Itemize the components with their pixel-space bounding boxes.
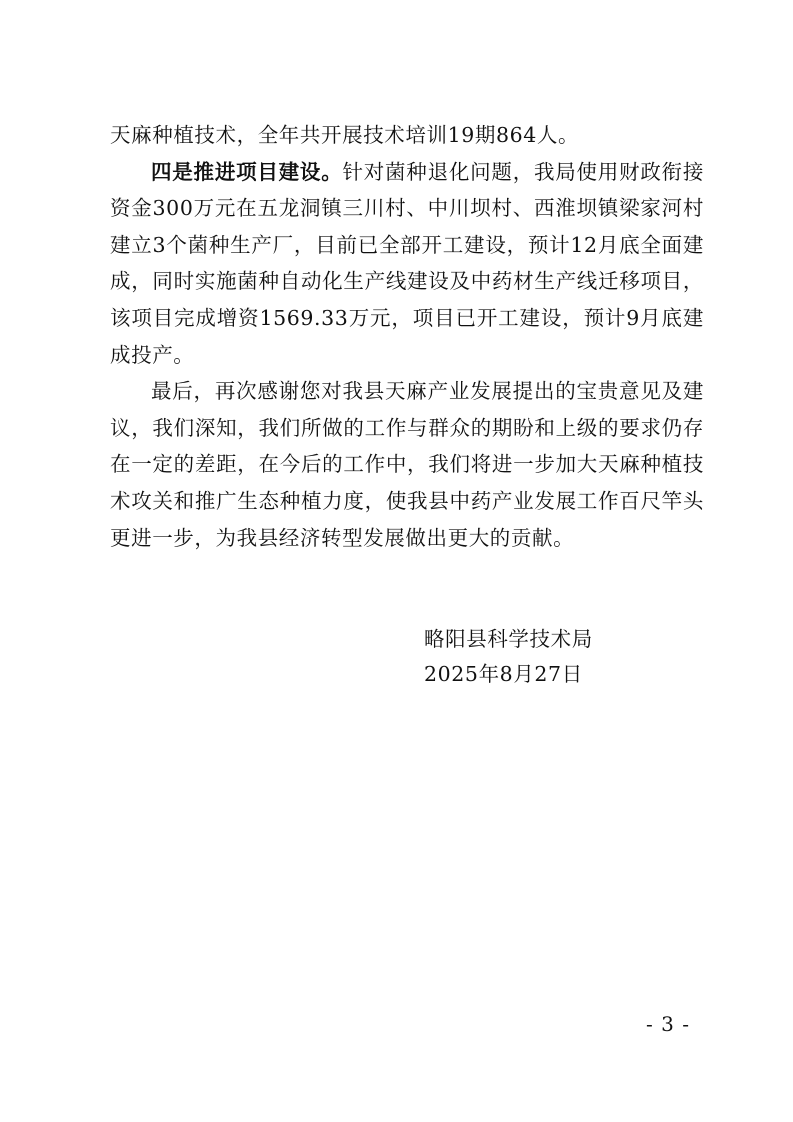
paragraph-closing-thanks [110, 373, 704, 556]
letter-body [110, 117, 704, 556]
paragraph-training-summary [110, 117, 704, 154]
paragraph-text: 天麻种植技术，全年共开展技术培训19期864人。 [110, 123, 580, 147]
paragraph-lead-heading: 四是推进项目建设。 [151, 159, 343, 184]
paragraph-project-construction [110, 154, 704, 374]
signature-date: 2025年8月27日 [424, 662, 583, 686]
signature-block [424, 622, 593, 692]
page-number: - 3 - [646, 1012, 690, 1036]
paragraph-text: 最后，再次感谢您对我县天麻产业发展提出的宝贵意见及建议，我们深知，我们所做的工作与群众的期盼和上级的要求仍存在一定的差距，在今后的工作中，我们将进一步加大天麻种植技术攻关和推广生态种植力度，使我县中药产业发展工作百尺竿头更进一步，为我县经济转型发展做出更大的贡献。 [110, 379, 704, 550]
paragraph-text: 针对菌种退化问题，我局使用财政衔接资金300万元在五龙洞镇三川村、中川坝村、西淮坝镇梁家河村建立3个菌种生产厂，目前已全部开工建设，预计12月底全面建成，同时实施菌种自动化生产线建设及中药材生产线迁移项目，该项目完成增资1569.33万元，项目已开工建设，预计9月底建成投产。 [110, 159, 704, 367]
signature-organization: 略阳县科学技术局 [424, 627, 593, 651]
